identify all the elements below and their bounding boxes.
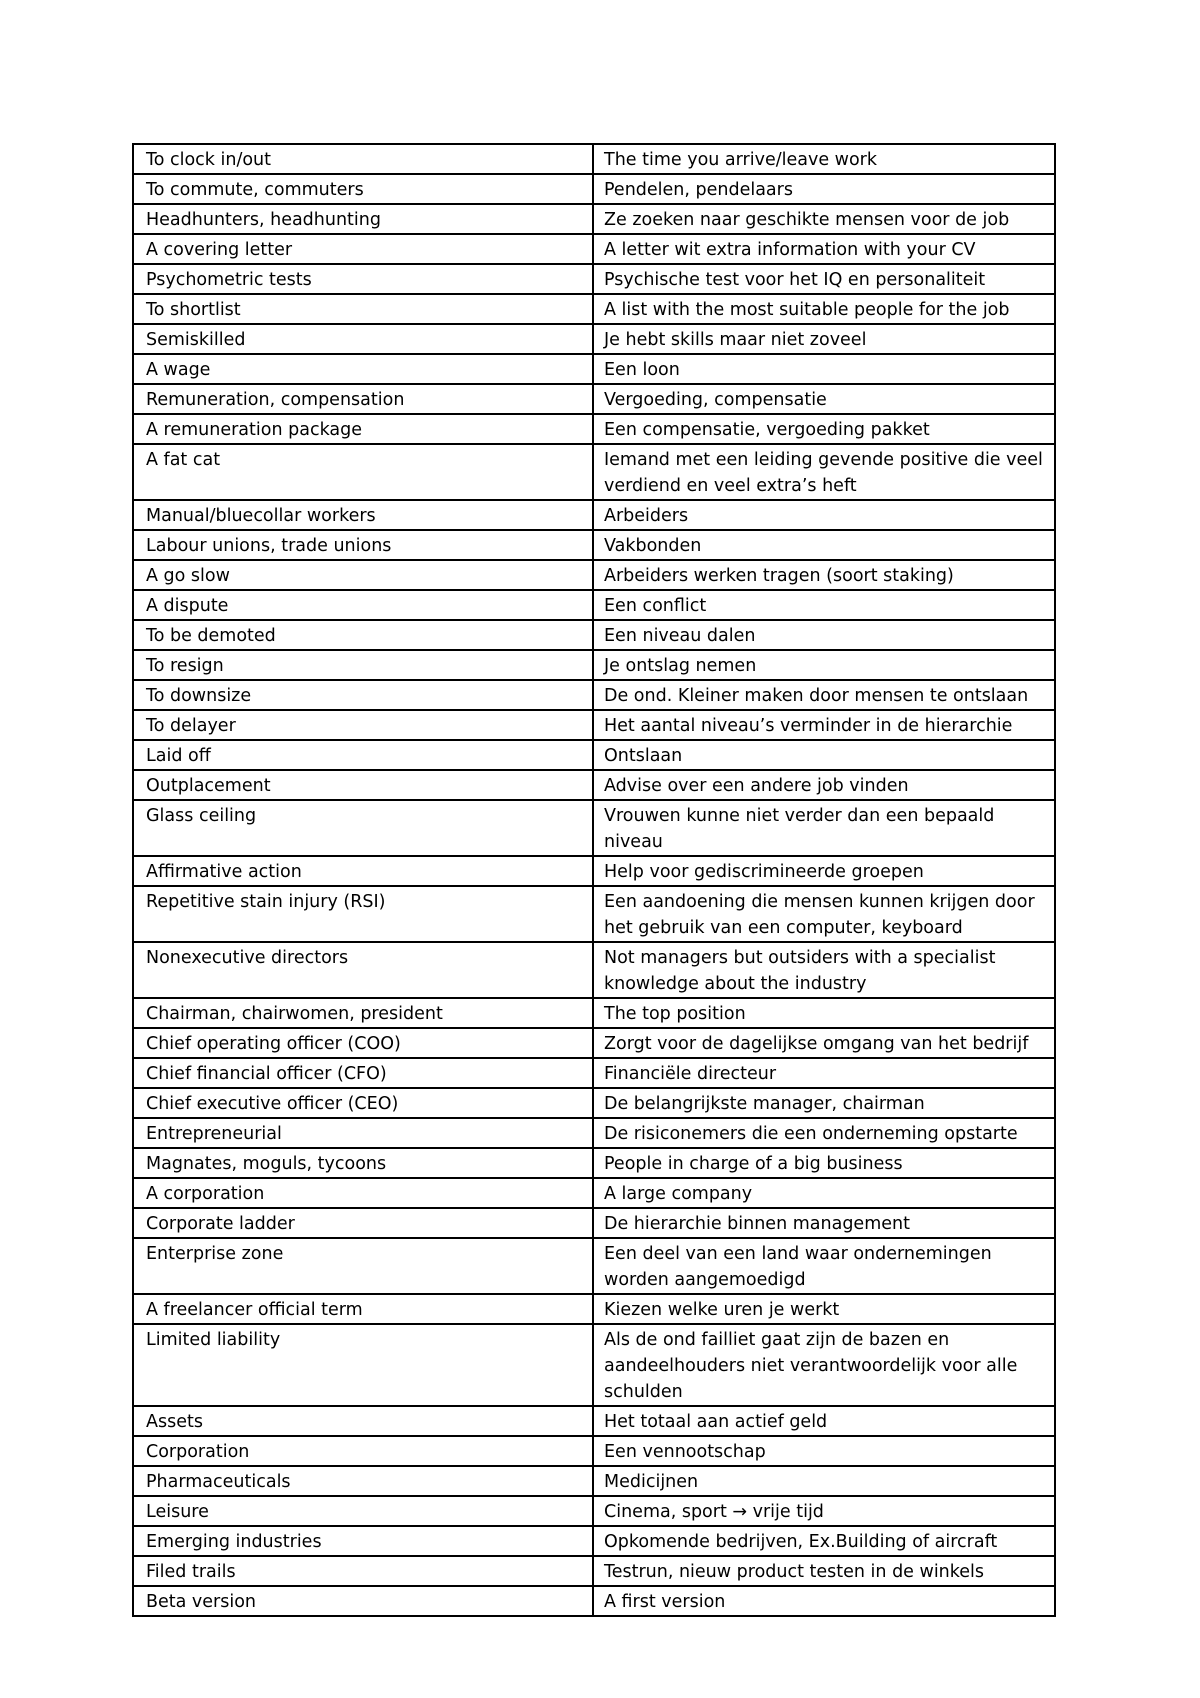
definition-cell: Een compensatie, vergoeding pakket — [593, 414, 1055, 444]
definition-cell: Zorgt voor de dagelijkse omgang van het bedrijf — [593, 1028, 1055, 1058]
definition-cell: De hierarchie binnen management — [593, 1208, 1055, 1238]
term-cell: Glass ceiling — [133, 800, 593, 856]
definition-cell: Een niveau dalen — [593, 620, 1055, 650]
definition-cell: People in charge of a big business — [593, 1148, 1055, 1178]
term-cell: Chief operating officer (COO) — [133, 1028, 593, 1058]
table-row — [133, 1148, 1055, 1178]
definition-cell: Financiële directeur — [593, 1058, 1055, 1088]
term-cell: Magnates, moguls, tycoons — [133, 1148, 593, 1178]
table-row — [133, 1088, 1055, 1118]
table-row — [133, 294, 1055, 324]
term-cell: Entrepreneurial — [133, 1118, 593, 1148]
term-cell: To be demoted — [133, 620, 593, 650]
table-row — [133, 998, 1055, 1028]
term-cell: Filed trails — [133, 1556, 593, 1586]
definition-cell: Je hebt skills maar niet zoveel — [593, 324, 1055, 354]
table-row — [133, 710, 1055, 740]
definition-cell: Vakbonden — [593, 530, 1055, 560]
definition-cell: Vergoeding, compensatie — [593, 384, 1055, 414]
term-cell: To clock in/out — [133, 144, 593, 174]
table-row — [133, 354, 1055, 384]
definition-cell: Ontslaan — [593, 740, 1055, 770]
table-row — [133, 174, 1055, 204]
definition-cell: The time you arrive/leave work — [593, 144, 1055, 174]
table-row — [133, 680, 1055, 710]
table-row — [133, 1526, 1055, 1556]
definition-cell: Advise over een andere job vinden — [593, 770, 1055, 800]
term-cell: A go slow — [133, 560, 593, 590]
definition-cell: A large company — [593, 1178, 1055, 1208]
definition-cell: Je ontslag nemen — [593, 650, 1055, 680]
table-row — [133, 770, 1055, 800]
term-cell: Chief financial officer (CFO) — [133, 1058, 593, 1088]
term-cell: Outplacement — [133, 770, 593, 800]
definition-cell: The top position — [593, 998, 1055, 1028]
table-row — [133, 530, 1055, 560]
term-cell: Labour unions, trade unions — [133, 530, 593, 560]
term-cell: Remuneration, compensation — [133, 384, 593, 414]
definition-cell: Not managers but outsiders with a specialist knowledge about the industry — [593, 942, 1055, 998]
term-cell: Pharmaceuticals — [133, 1466, 593, 1496]
table-row — [133, 560, 1055, 590]
term-cell: Corporate ladder — [133, 1208, 593, 1238]
term-cell: Emerging industries — [133, 1526, 593, 1556]
table-row — [133, 1058, 1055, 1088]
table-row — [133, 1294, 1055, 1324]
term-cell: Beta version — [133, 1586, 593, 1616]
table-row — [133, 590, 1055, 620]
term-cell: Corporation — [133, 1436, 593, 1466]
table-row — [133, 886, 1055, 942]
definition-cell: Een loon — [593, 354, 1055, 384]
table-row — [133, 620, 1055, 650]
term-cell: To commute, commuters — [133, 174, 593, 204]
table-row — [133, 942, 1055, 998]
definition-cell: Als de ond failliet gaat zijn de bazen en aandeelhouders niet verantwoordelijk voor alle schulden — [593, 1324, 1055, 1406]
table-row — [133, 204, 1055, 234]
term-cell: To shortlist — [133, 294, 593, 324]
definition-cell: Vrouwen kunne niet verder dan een bepaald niveau — [593, 800, 1055, 856]
table-row — [133, 1178, 1055, 1208]
term-cell: Laid off — [133, 740, 593, 770]
definition-cell: Cinema, sport → vrije tijd — [593, 1496, 1055, 1526]
definition-cell: Pendelen, pendelaars — [593, 174, 1055, 204]
table-row — [133, 800, 1055, 856]
definition-cell: Testrun, nieuw product testen in de winkels — [593, 1556, 1055, 1586]
table-row — [133, 740, 1055, 770]
table-row — [133, 1406, 1055, 1436]
table-row — [133, 1238, 1055, 1294]
term-cell: Headhunters, headhunting — [133, 204, 593, 234]
term-cell: Repetitive stain injury (RSI) — [133, 886, 593, 942]
table-row — [133, 444, 1055, 500]
table-row — [133, 1028, 1055, 1058]
table-row — [133, 384, 1055, 414]
term-cell: A corporation — [133, 1178, 593, 1208]
table-row — [133, 1324, 1055, 1406]
table-row — [133, 1436, 1055, 1466]
table-row — [133, 324, 1055, 354]
term-cell: Psychometric tests — [133, 264, 593, 294]
table-row — [133, 1466, 1055, 1496]
term-cell: Leisure — [133, 1496, 593, 1526]
term-cell: A wage — [133, 354, 593, 384]
term-cell: A covering letter — [133, 234, 593, 264]
term-cell: To downsize — [133, 680, 593, 710]
definition-cell: De risiconemers die een onderneming opstarte — [593, 1118, 1055, 1148]
definition-cell: Een deel van een land waar ondernemingen worden aangemoedigd — [593, 1238, 1055, 1294]
definition-cell: Een vennootschap — [593, 1436, 1055, 1466]
term-cell: Limited liability — [133, 1324, 593, 1406]
term-cell: Semiskilled — [133, 324, 593, 354]
definition-cell: A letter wit extra information with your CV — [593, 234, 1055, 264]
term-cell: Enterprise zone — [133, 1238, 593, 1294]
term-cell: A dispute — [133, 590, 593, 620]
definition-cell: De belangrijkste manager, chairman — [593, 1088, 1055, 1118]
table-row — [133, 650, 1055, 680]
term-cell: Affirmative action — [133, 856, 593, 886]
term-cell: Assets — [133, 1406, 593, 1436]
definition-cell: Een conflict — [593, 590, 1055, 620]
definition-cell: Arbeiders werken tragen (soort staking) — [593, 560, 1055, 590]
vocabulary-table — [132, 143, 1056, 1617]
term-cell: Manual/bluecollar workers — [133, 500, 593, 530]
definition-cell: Arbeiders — [593, 500, 1055, 530]
term-cell: To resign — [133, 650, 593, 680]
definition-cell: Een aandoening die mensen kunnen krijgen door het gebruik van een computer, keyboard — [593, 886, 1055, 942]
term-cell: Chairman, chairwomen, president — [133, 998, 593, 1028]
table-row — [133, 1586, 1055, 1616]
definition-cell: A list with the most suitable people for the job — [593, 294, 1055, 324]
definition-cell: Het totaal aan actief geld — [593, 1406, 1055, 1436]
term-cell: A remuneration package — [133, 414, 593, 444]
term-cell: To delayer — [133, 710, 593, 740]
table-row — [133, 500, 1055, 530]
definition-cell: Het aantal niveau’s verminder in de hierarchie — [593, 710, 1055, 740]
table-row — [133, 1118, 1055, 1148]
table-row — [133, 856, 1055, 886]
table-row — [133, 234, 1055, 264]
vocabulary-table-body — [133, 144, 1055, 1616]
table-row — [133, 1208, 1055, 1238]
term-cell: Chief executive officer (CEO) — [133, 1088, 593, 1118]
definition-cell: Kiezen welke uren je werkt — [593, 1294, 1055, 1324]
table-row — [133, 414, 1055, 444]
term-cell: A fat cat — [133, 444, 593, 500]
table-row — [133, 144, 1055, 174]
definition-cell: Ze zoeken naar geschikte mensen voor de job — [593, 204, 1055, 234]
definition-cell: De ond. Kleiner maken door mensen te ontslaan — [593, 680, 1055, 710]
definition-cell: Psychische test voor het IQ en personaliteit — [593, 264, 1055, 294]
term-cell: Nonexecutive directors — [133, 942, 593, 998]
table-row — [133, 1556, 1055, 1586]
definition-cell: A first version — [593, 1586, 1055, 1616]
definition-cell: Opkomende bedrijven, Ex.Building of aircraft — [593, 1526, 1055, 1556]
table-row — [133, 264, 1055, 294]
definition-cell: Help voor gediscrimineerde groepen — [593, 856, 1055, 886]
definition-cell: Medicijnen — [593, 1466, 1055, 1496]
definition-cell: Iemand met een leiding gevende positive die veel verdiend en veel extra’s heft — [593, 444, 1055, 500]
table-row — [133, 1496, 1055, 1526]
term-cell: A freelancer official term — [133, 1294, 593, 1324]
